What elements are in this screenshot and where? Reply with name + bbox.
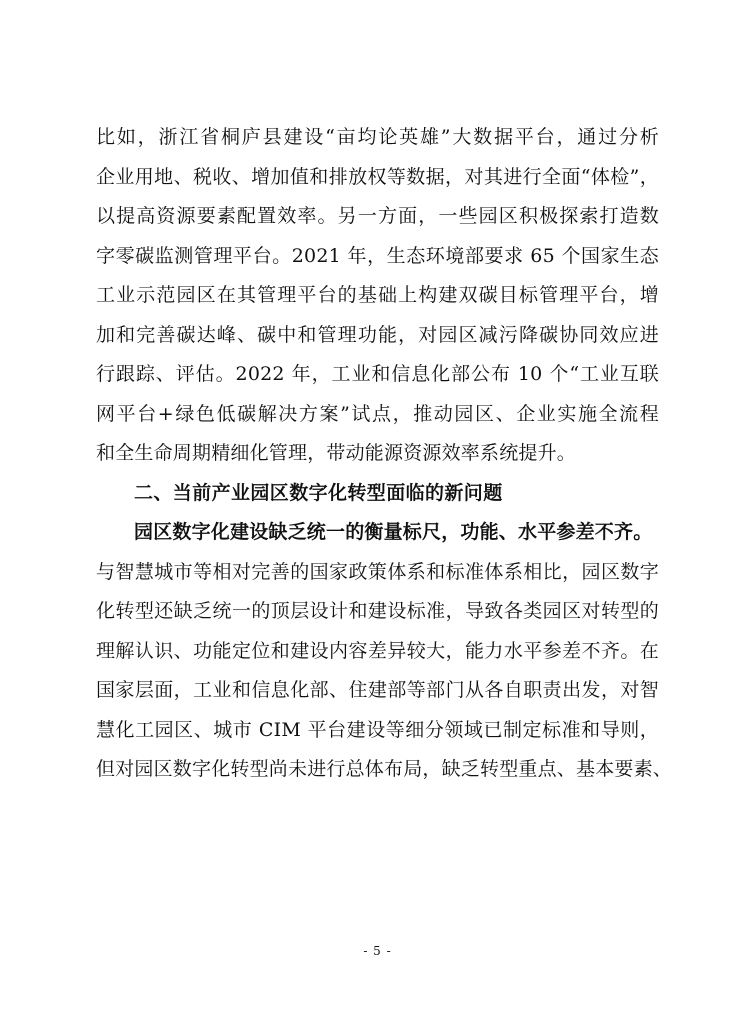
text-line: 行跟踪、评估。2022 年，工业和信息化部公布 10 个“工业互联 [96,363,659,385]
text-line: 理解认识、功能定位和建设内容差异较大，能力水平参差不齐。在 [96,639,659,662]
paragraph-1 [96,118,659,474]
text-line: 国家层面，工业和信息化部、住建部等部门从各自职责出发，对智 [96,679,659,701]
subheading: 园区数字化建设缺乏统一的衡量标尺，功能、水平参差不齐。 [134,521,653,543]
text-line: 网平台+绿色低碳解决方案”试点，推动园区、企业实施全流程 [96,402,659,425]
text-line: 和全生命周期精细化管理，带动能源资源效率系统提升。 [96,442,577,464]
section-heading: 二、当前产业园区数字化转型面临的新问题 [134,481,503,504]
text-line: 加和完善碳达峰、碳中和管理功能，对园区减污降碳协同效应进 [96,323,659,346]
paragraph-2 [96,553,673,790]
text-line: 比如，浙江省桐庐县建设“亩均论英雄”大数据平台，通过分析 [96,126,659,148]
text-line: 工业示范园区在其管理平台的基础上构建双碳目标管理平台，增 [96,284,659,306]
text-line: 与智慧城市等相对完善的国家政策体系和标准体系相比，园区数字 [96,560,659,583]
page-number: - 5 - [363,944,392,958]
text-line: 化转型还缺乏统一的顶层设计和建设标准，导致各类园区对转型的 [96,600,659,622]
document-body [96,118,673,790]
text-line: 以提高资源要素配置效率。另一方面，一些园区积极探索打造数 [96,205,659,227]
text-line: 慧化工园区、城市 CIM 平台建设等细分领域已制定标准和导则， [96,718,659,741]
text-line: 但对园区数字化转型尚未进行总体布局，缺乏转型重点、基本要素、 [96,758,673,780]
text-line: 字零碳监测管理平台。2021 年，生态环境部要求 65 个国家生态 [96,244,659,267]
text-line: 企业用地、税收、增加值和排放权等数据，对其进行全面“体检”， [96,165,659,188]
